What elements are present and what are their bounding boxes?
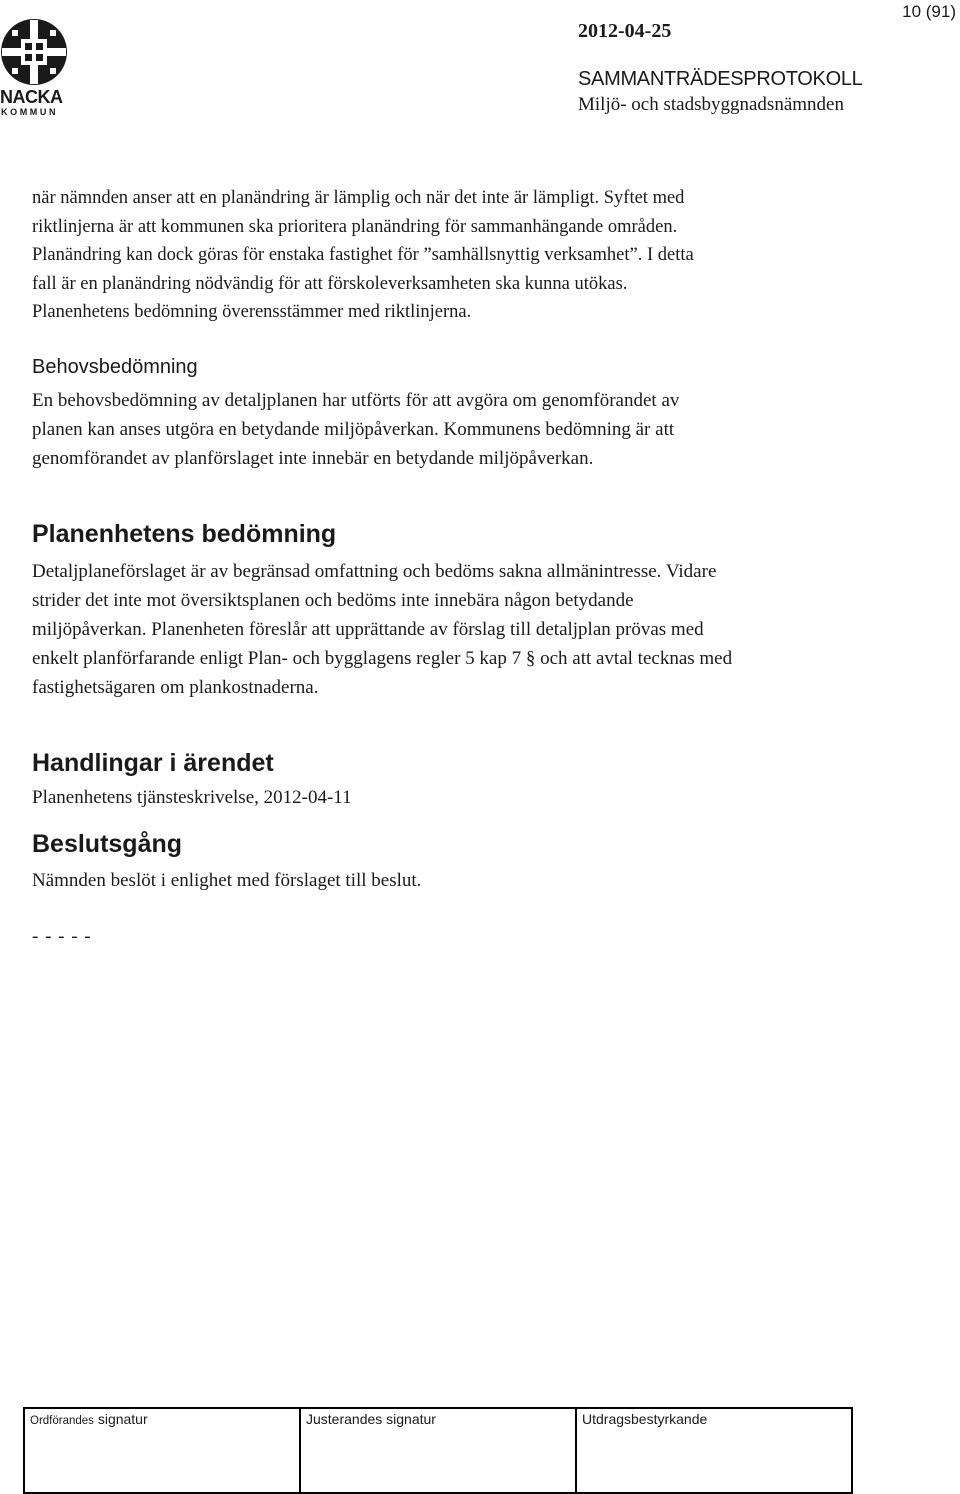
nacka-kommun-logo-icon <box>0 18 68 86</box>
heading-planning-assessment: Planenhetens bedömning <box>32 520 337 548</box>
paragraph-guidelines <box>32 184 892 327</box>
documents-item: Planenhetens tjänsteskrivelse, 2012-04-11 <box>32 787 352 808</box>
chair-signature-prefix: Ordförandes <box>30 1415 94 1427</box>
text-line: genomförandet av planförslaget inte innebär en betydande miljöpåverkan. <box>32 448 594 469</box>
chair-signature-suffix: signatur <box>93 1411 148 1427</box>
adjuster-signature-label: Justerandes signatur <box>306 1411 436 1427</box>
signature-table <box>23 1407 853 1494</box>
section-end-dashes: - - - - - <box>32 926 92 947</box>
logo-subtitle: KOMMUN <box>1 107 59 117</box>
paragraph-needs-assessment <box>32 386 892 473</box>
paragraph-planning-assessment <box>32 557 892 702</box>
text-line: fall är en planändring nödvändig för att förskoleverksamheten ska kunna utökas. <box>32 273 628 294</box>
text-line: när nämnden anser att en planändring är lämplig och när det inte är lämpligt. Syftet med <box>32 188 685 208</box>
extract-certification-cell <box>576 1408 852 1493</box>
heading-documents: Handlingar i ärendet <box>32 749 274 777</box>
municipality-logo <box>0 18 72 118</box>
text-line: strider det inte mot översiktsplanen och bedöms inte innebära någon betydande <box>32 590 634 611</box>
logo-name: NACKA <box>0 87 63 107</box>
chair-signature-cell <box>24 1408 300 1493</box>
adjuster-signature-cell <box>300 1408 576 1493</box>
heading-needs-assessment: Behovsbedömning <box>32 356 198 378</box>
heading-decision-process: Beslutsgång <box>32 830 183 858</box>
text-line: planen kan anses utgöra en betydande miljöpåverkan. Kommunens bedömning är att <box>32 419 675 440</box>
text-line: En behovsbedömning av detaljplanen har utförts för att avgöra om genomförandet av <box>32 390 680 411</box>
text-line: Planändring kan dock göras för enstaka fastighet för ”samhällsnyttig verksamhet”. I detta <box>32 245 694 265</box>
extract-certification-label: Utdragsbestyrkande <box>582 1411 708 1427</box>
text-line: Planenhetens bedömning överensstämmer med riktlinjerna. <box>32 302 472 322</box>
document-date: 2012-04-25 <box>578 20 672 42</box>
text-line: enkelt planförfarande enligt Plan- och bygglagens regler 5 kap 7 § och att avtal tecknas med <box>32 648 733 669</box>
text-line: riktlinjerna är att kommunen ska prioritera planändring för sammanhängande områden. <box>32 216 678 237</box>
decision-text: Nämnden beslöt i enlighet med förslaget till beslut. <box>32 870 422 891</box>
document-title: SAMMANTRÄDESPROTOKOLL <box>578 68 863 90</box>
text-line: Detaljplaneförslaget är av begränsad omfattning och bedöms sakna allmänintresse. Vidare <box>32 561 717 582</box>
text-line: miljöpåverkan. Planenheten föreslår att upprättande av förslag till detaljplan prövas med <box>32 619 704 640</box>
text-line: fastighetsägaren om plankostnaderna. <box>32 677 319 698</box>
committee-name: Miljö- och stadsbyggnadsnämnden <box>578 94 844 115</box>
page-number: 10 (91) <box>902 2 956 21</box>
